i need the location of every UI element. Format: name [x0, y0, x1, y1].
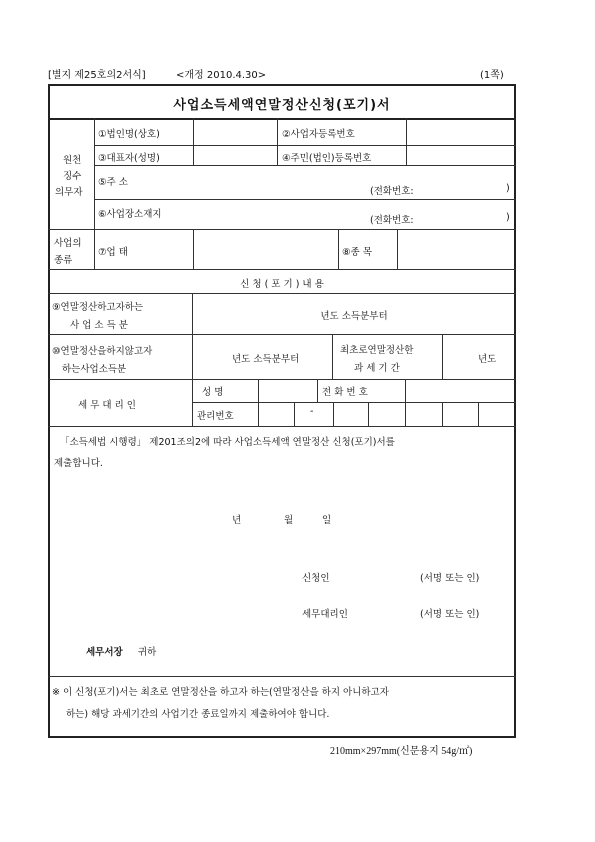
business-type-label-1: 사업의 [54, 238, 82, 249]
phone-close: ) [506, 183, 510, 194]
workplace-label: ⑥사업장소재지 [98, 209, 162, 220]
col-line [258, 379, 259, 426]
row-line [48, 676, 516, 677]
revision-date: <개정 2010.4.30> [176, 70, 267, 81]
col-line [333, 402, 334, 426]
statement-line-1: 「소득세법 시행령」 제201조의2에 따라 사업소득세액 연말정산 신청(포기)서를 [60, 437, 395, 448]
phone-label: (전화번호: [370, 186, 414, 197]
title-divider [48, 118, 516, 120]
col-line [277, 118, 278, 165]
date-day: 일 [322, 515, 332, 526]
col-line [94, 118, 95, 269]
col-line [332, 334, 333, 379]
col-line [442, 334, 443, 379]
row-line [48, 334, 516, 335]
col-line [405, 379, 406, 402]
business-label: ⑦업 태 [98, 247, 128, 258]
first-period-value: 년도 [478, 354, 497, 365]
note-line-1: ※ 이 신청(포기)서는 최초로 연말정산을 하고자 하는(연말정산을 하지 아니하고자 [52, 687, 389, 698]
col-line [478, 402, 479, 426]
applicant-sign: (서명 또는 인) [420, 573, 480, 584]
business-reg-no-label: ②사업자등록번호 [282, 129, 355, 140]
waive-value: 년도 소득분부터 [232, 354, 300, 365]
paper-spec: 210mm×297mm(신문용지 54g/㎡) [330, 746, 473, 757]
business-type-label-2: 종류 [54, 255, 73, 266]
application-heading: 신 청 ( 포 기 ) 내 용 [240, 279, 324, 290]
row-line [48, 426, 516, 427]
col-line [406, 118, 407, 165]
withholder-label-2: 징수 [63, 171, 82, 182]
agent-sign-label: 세무대리인 [302, 609, 348, 620]
withholder-label-1: 원천 [63, 155, 82, 166]
corp-name-label: ①법인명(상호) [98, 129, 160, 140]
row-line [95, 165, 516, 166]
agent-name-label: 성 명 [202, 387, 224, 398]
row-line [48, 379, 516, 380]
resident-reg-no-label: ④주민(법인)등록번호 [282, 153, 372, 164]
statement-line-2: 제출합니다. [54, 458, 103, 469]
col-line [442, 402, 443, 426]
col-line [294, 402, 295, 426]
col-line [317, 379, 318, 402]
row-line [48, 293, 516, 294]
row-line [48, 229, 516, 230]
page-number: (1쪽) [480, 70, 504, 81]
applicant-label: 신청인 [302, 573, 330, 584]
first-period-label-2: 과 세 기 간 [354, 363, 400, 374]
agent-sign: (서명 또는 인) [420, 609, 480, 620]
mgmt-no-dash: - [310, 406, 314, 417]
date-year: 년 [232, 515, 242, 526]
col-line [338, 229, 339, 269]
col-line [193, 118, 194, 165]
row-line [192, 402, 516, 403]
row-line [95, 145, 516, 146]
recipient-suffix: 귀하 [138, 647, 157, 658]
tax-office-recipient: 세무서장 [86, 647, 123, 658]
phone-label: (전화번호: [370, 215, 414, 226]
apply-value: 년도 소득분부터 [320, 311, 388, 322]
withholder-label-3: 의무자 [55, 187, 83, 198]
agent-mgmt-no-label: 관리번호 [197, 411, 234, 422]
date-month: 월 [284, 515, 294, 526]
agent-label: 세 무 대 리 인 [78, 400, 136, 411]
waive-label-2: 하는사업소득분 [62, 364, 127, 375]
representative-label: ③대표자(성명) [98, 153, 160, 164]
note-line-2: 하는) 해당 과세기간의 사업기간 종료일까지 제출하여야 합니다. [66, 709, 330, 720]
form-title: 사업소득세액연말정산신청(포기)서 [173, 98, 391, 113]
col-line [397, 229, 398, 269]
col-line [368, 402, 369, 426]
apply-label-1: ⑨연말정산하고자하는 [52, 302, 144, 313]
col-line [405, 402, 406, 426]
waive-label-1: ⑩연말정산을하지않고자 [52, 346, 153, 357]
apply-label-2: 사 업 소 득 분 [70, 320, 128, 331]
row-line [48, 269, 516, 270]
col-line [193, 229, 194, 269]
phone-close: ) [506, 212, 510, 223]
agent-phone-label: 전 화 번 호 [322, 387, 368, 398]
row-line [95, 199, 516, 200]
first-period-label-1: 최초로연말정산한 [340, 345, 414, 356]
address-label: ⑤주 소 [98, 177, 128, 188]
item-label: ⑧종 목 [342, 247, 372, 258]
form-number: [별지 제25호의2서식] [48, 70, 146, 81]
